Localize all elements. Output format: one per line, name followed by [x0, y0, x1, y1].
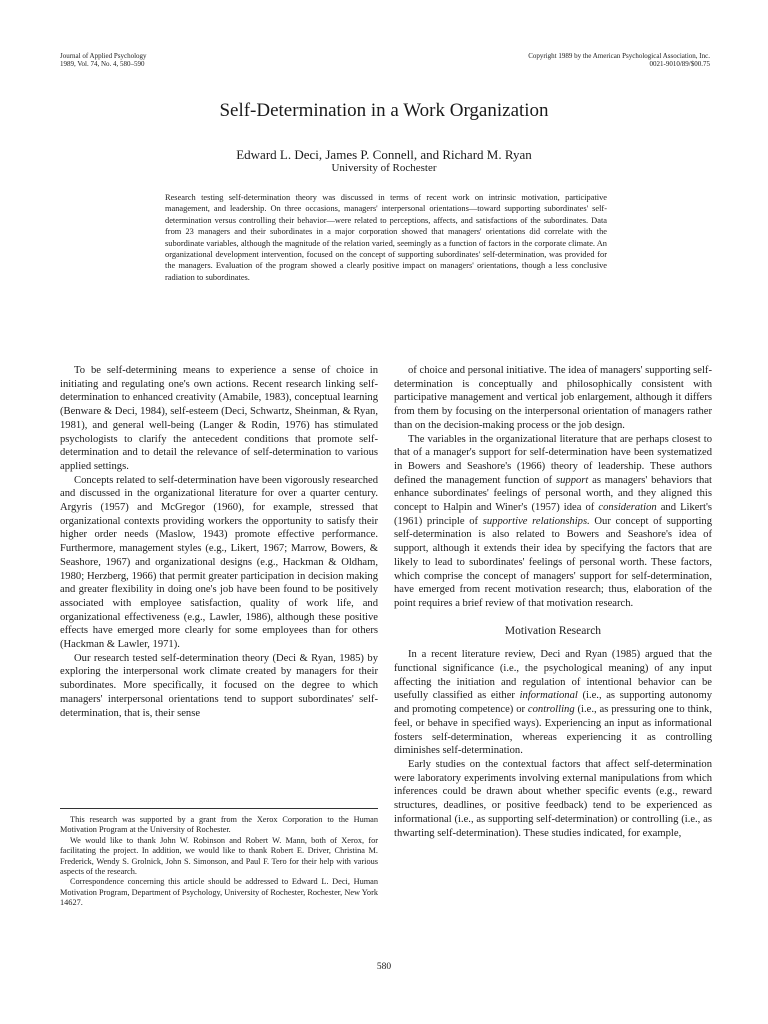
right-column	[394, 364, 712, 840]
italic-term: consideration	[598, 502, 657, 514]
issn-line: 0021-9010/89/$00.75	[649, 60, 710, 68]
abstract: Research testing self-determination theory was discussed in terms of recent work on intrinsic motivation, participative management, and leadership. On three occasions, managers' interpersonal orientations—toward supporting subordinates' self-determination versus controlling their behavior—were related to perceptions, affects, and satisfactions of the subordinates. Data from 23 managers and their subordinates in a major corporation showed that managers' orientations did correlate with the subordinate variables, although the magnitude of the relation varied, seemingly as a function of factors in the corporate climate. An organizational development intervention, focused on the concept of supporting subordinates' self-determination, was provided for the managers. Evaluation of the program showed a clearly positive impact on managers' orientations, though a less conclusive radiation to subordinates.	[165, 193, 607, 282]
copyright-notice	[528, 52, 710, 68]
text-run: (i.e., as supporting autonomy and promoting competence) or	[394, 690, 712, 716]
text-run: (i.e., as pressuring one to think, feel, or behave in specified ways). Experiencing an input as informational fosters self-determination, whereas experiencing it as controlling diminishes self-determination.	[394, 704, 712, 757]
text-run: and Likert's (1961) principle of	[394, 502, 713, 527]
footnote-correspondence: Correspondence concerning this article should be addressed to Edward L. Deci, Human Motivation Program, Department of Psychology, University of Rochester, Rochester, New York 14627.	[60, 877, 378, 908]
page-number: 580	[376, 962, 392, 972]
copyright-line: Copyright 1989 by the American Psychological Association, Inc.	[528, 52, 710, 60]
article-title: Self-Determination in a Work Organization	[219, 100, 549, 121]
body-paragraph	[394, 648, 712, 758]
body-paragraph: Our research tested self-determination theory (Deci & Ryan, 1985) by exploring the interpersonal work climate created by managers for their subordinates. More specifically, it focused on the degree to which managers' interpersonal orientations tend to support subordinates' self-determination, that is, their sense	[60, 652, 378, 719]
author-affiliation: University of Rochester	[331, 162, 437, 174]
left-column	[60, 364, 378, 720]
footnote-acknowledgments: We would like to thank John W. Robinson and Robert W. Mann, both of Xerox, for facilitating the project. In addition, we would like to thank Robert E. Driver, Christina M. Frederick, Wendy S. Grolnick, John S. Simonson, and Paul F. Tero for their help with various aspects of the research.	[60, 835, 378, 877]
text-run: as managers' behaviors that enhance subordinates' feelings of personal worth, and they aligned this concept to Halpin and Winer's (1957) idea of	[394, 474, 712, 514]
body-paragraph: Concepts related to self-determination have been vigorously researched and discussed in the organizational literature for over a quarter century. Argyris (1957) and McGregor (1960), for example, stressed that organizational contexts providing workers the opportunity to satisfy their higher order needs (Maslow, 1943) promote effective performance. Furthermore, management styles (e.g., Likert, 1967; Marrow, Bowers, & Seashore, 1967) and organizational designs (e.g., Hackman & Oldham, 1980; Herzberg, 1966) that permit greater participation in decision making and greater flexibility in doing one's job have been found to be positively associated with employee satisfaction, quality of work life, and organizational effectiveness (e.g., Lawler, 1986), although these positive effects have emerged more clearly for some employees than for others (Hackman & Lawler, 1971).	[60, 474, 378, 651]
text-run: In a recent literature review, Deci and Ryan (1985) argued that the functional significance (i.e., the psychological meaning) of any input affecting the initiation and regulation of intentional behavior can be usefully classified as either	[394, 649, 712, 702]
footnote-funding: This research was supported by a grant from the Xerox Corporation to the Human Motivation Program at the University of Rochester.	[60, 815, 378, 835]
body-paragraph: To be self-determining means to experience a sense of choice in initiating and regulating one's own actions. Recent research linking self-determination to enhanced creativity (Amabile, 1983), conceptual learning (Benware & Deci, 1984), self-esteem (Deci, Schwartz, Sheinman, & Ryan, 1981), and general well-being (Langer & Rodin, 1976) has stimulated psychologists to clarify the antecedent conditions that promote self-determination and to detail the relevance of self-determination to various applied settings.	[60, 365, 378, 472]
text-run: The variables in the organizational literature that are perhaps closest to that of a manager's support for self-determination have been systematized in Bowers and Seashore's (1966) theory of leadership. These authors defined the management function of	[394, 433, 712, 486]
section-heading: Motivation Research	[504, 624, 602, 637]
italic-term: supportive relationships.	[482, 515, 590, 527]
body-paragraph: of choice and personal initiative. The idea of managers' supporting self-determination is conceptually and philosophically consistent with participative management and vertical job enlargement, although it differs from them by focusing on the interpersonal orientation of managers rather than on the decision-making process or the job design.	[394, 365, 712, 431]
article-authors: Edward L. Deci, James P. Connell, and Richard M. Ryan	[236, 147, 532, 162]
italic-term: support	[555, 474, 589, 486]
italic-term: informational	[519, 690, 578, 702]
journal-citation	[60, 52, 147, 68]
text-run: Our concept of supporting self-determination is also related to Bowers and Seashore's idea of support, although it extends their idea by specifying the factors that are likely to lead to subordinates' feelings of personal worth. These factors, which comprise the concept of managers' support for self-determination, have emerged from recent motivation research; thus, elaboration of the point requires a brief review of that motivation research.	[394, 515, 712, 609]
body-paragraph: Early studies on the contextual factors that affect self-determination were laboratory experiments involving external manipulations from which inferences could be drawn about whether specific events (e.g., reward structures, deadlines, or positive feedback) tend to be experienced as informational (i.e., as supporting self-determination) or controlling (i.e., as thwarting self-determination). These studies indicated, for example,	[394, 758, 712, 839]
journal-name: Journal of Applied Psychology	[60, 52, 147, 60]
body-paragraph	[394, 433, 712, 611]
italic-term: controlling	[527, 704, 575, 716]
footnotes	[60, 808, 378, 909]
journal-volume: 1989, Vol. 74, No. 4, 580–590	[60, 60, 145, 68]
